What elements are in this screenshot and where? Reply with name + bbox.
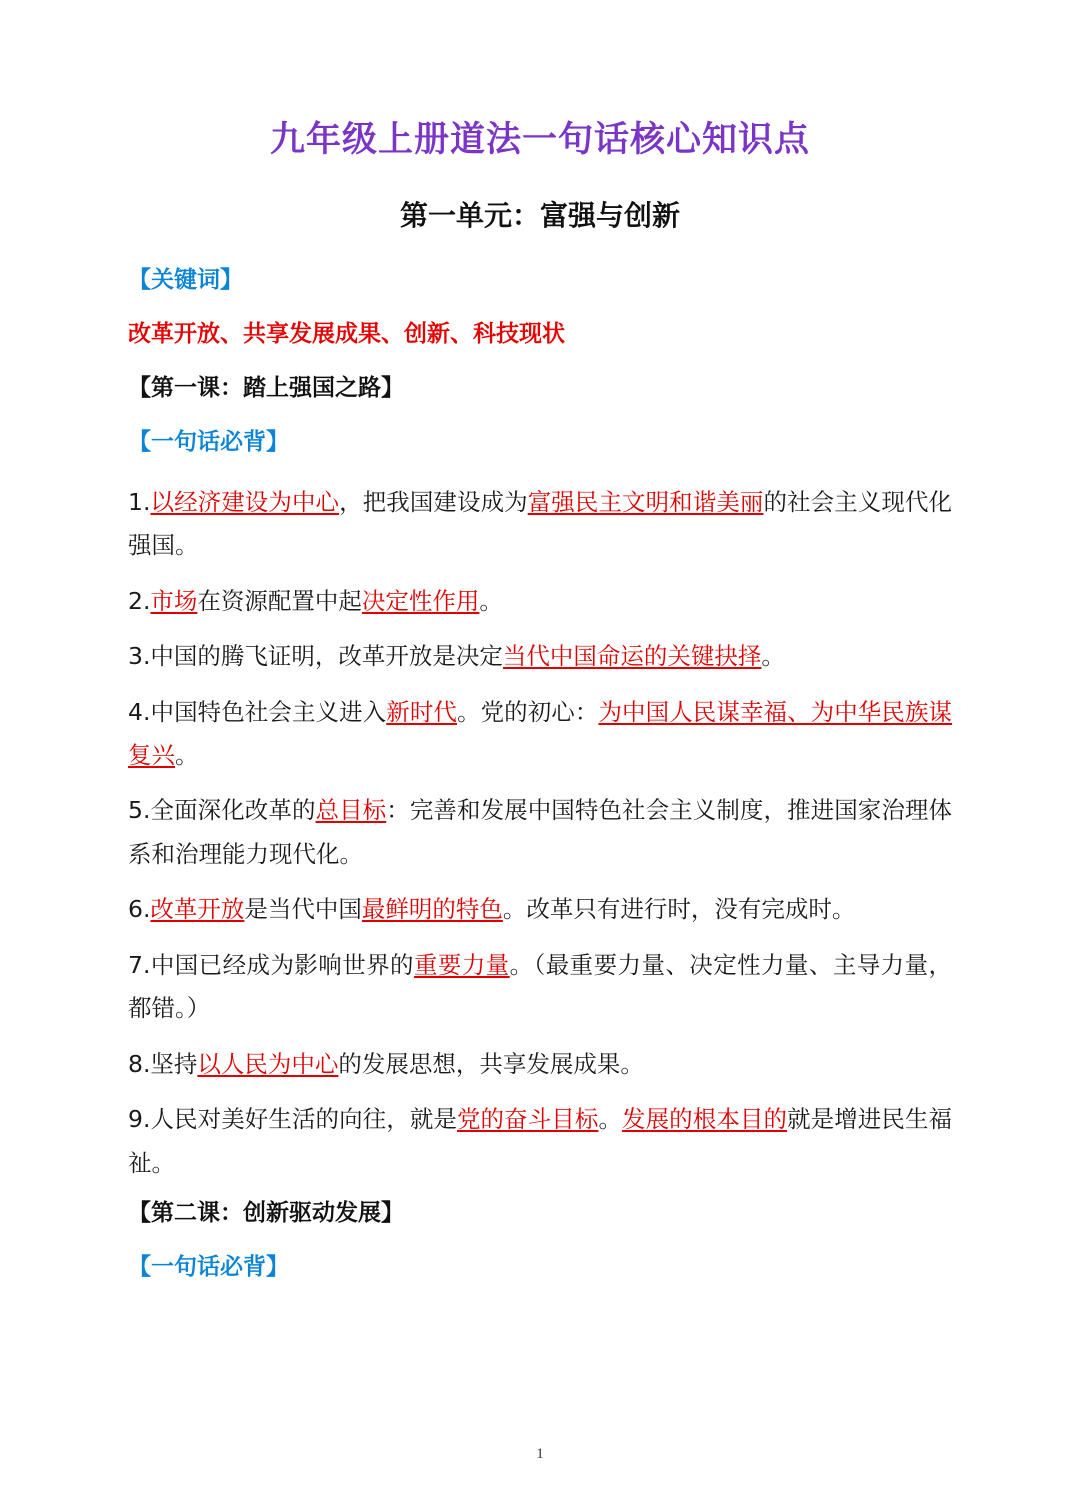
text-run: 。（最重要力量、决定性力量、主导力量，都错。）: [128, 950, 953, 1023]
highlighted-term: 以人民为中心: [197, 1049, 339, 1078]
lesson-1-heading: 【第一课：踏上强国之路】: [128, 375, 404, 402]
highlighted-term: 决定性作用: [361, 586, 480, 615]
text-run: 。党的初心：: [457, 697, 599, 726]
text-run: 。: [761, 642, 785, 671]
highlighted-term: 当代中国命运的关键抉择: [502, 642, 762, 671]
text-run: 就是增进民生福祉。: [128, 1105, 953, 1177]
knowledge-point: [128, 580, 952, 623]
text-run: 7.中国已经成为影响世界的: [128, 950, 414, 979]
highlighted-term: 最鲜明的特色: [361, 895, 503, 924]
knowledge-point-list: [128, 481, 952, 1186]
highlighted-term: 党的奋斗目标: [456, 1105, 599, 1134]
knowledge-point: [128, 1043, 952, 1086]
text-run: 5.全面深化改革的: [128, 796, 316, 825]
unit-title: 第一单元：富强与创新: [399, 198, 680, 232]
keyword-label: 【关键词】: [128, 266, 243, 293]
highlighted-term: 为中国人民谋幸福、为中华民族谋复兴: [128, 697, 953, 769]
highlighted-term: 重要力量: [413, 950, 510, 979]
knowledge-point: [128, 789, 952, 876]
highlighted-term: 总目标: [315, 796, 387, 825]
highlighted-term: 市场: [150, 586, 198, 615]
knowledge-point: [128, 635, 952, 678]
text-run: 2.: [128, 586, 151, 615]
highlighted-term: 改革开放: [150, 895, 245, 924]
page-title: 九年级上册道法一句话核心知识点: [269, 120, 810, 160]
text-run: 的发展思想，共享发展成果。: [338, 1049, 644, 1078]
text-run: 4.中国特色社会主义进入: [128, 697, 387, 726]
keyword-list: 改革开放、共享发展成果、创新、科技现状: [128, 321, 565, 348]
text-run: 是当代中国: [244, 895, 362, 924]
text-run: 。: [479, 586, 503, 615]
knowledge-point: [128, 691, 952, 778]
text-run: 9.人民对美好生活的向往，就是: [128, 1105, 457, 1134]
text-run: 的社会主义现代化强国。: [128, 487, 953, 560]
text-run: ：完善和发展中国特色社会主义制度，推进国家治理体系和治理能力现代化。: [128, 796, 953, 868]
knowledge-point: [128, 1098, 952, 1185]
knowledge-point: [128, 481, 952, 568]
highlighted-term: 富强民主文明和谐美丽: [527, 487, 764, 516]
highlighted-term: 发展的根本目的: [622, 1105, 788, 1134]
text-run: 。: [175, 740, 199, 769]
lesson-2-heading: 【第二课：创新驱动发展】: [128, 1200, 404, 1227]
text-run: 6.: [128, 895, 151, 924]
text-run: 1.: [128, 487, 151, 516]
knowledge-point: [128, 888, 952, 931]
text-run: 3.中国的腾飞证明，改革开放是决定: [128, 642, 503, 671]
lesson-2-subheading: 【一句话必背】: [128, 1254, 289, 1281]
page-number: 1: [536, 1446, 544, 1462]
text-run: 8.坚持: [128, 1049, 198, 1078]
text-run: 在资源配置中起: [197, 586, 362, 615]
lesson-1-subheading: 【一句话必背】: [128, 429, 289, 456]
knowledge-point: [128, 944, 952, 1031]
highlighted-term: 以经济建设为中心: [150, 487, 340, 516]
text-run: 。改革只有进行时，没有完成时。: [502, 895, 856, 924]
text-run: 。: [598, 1105, 623, 1134]
highlighted-term: 新时代: [386, 697, 457, 726]
text-run: ，把我国建设成为: [339, 487, 528, 516]
